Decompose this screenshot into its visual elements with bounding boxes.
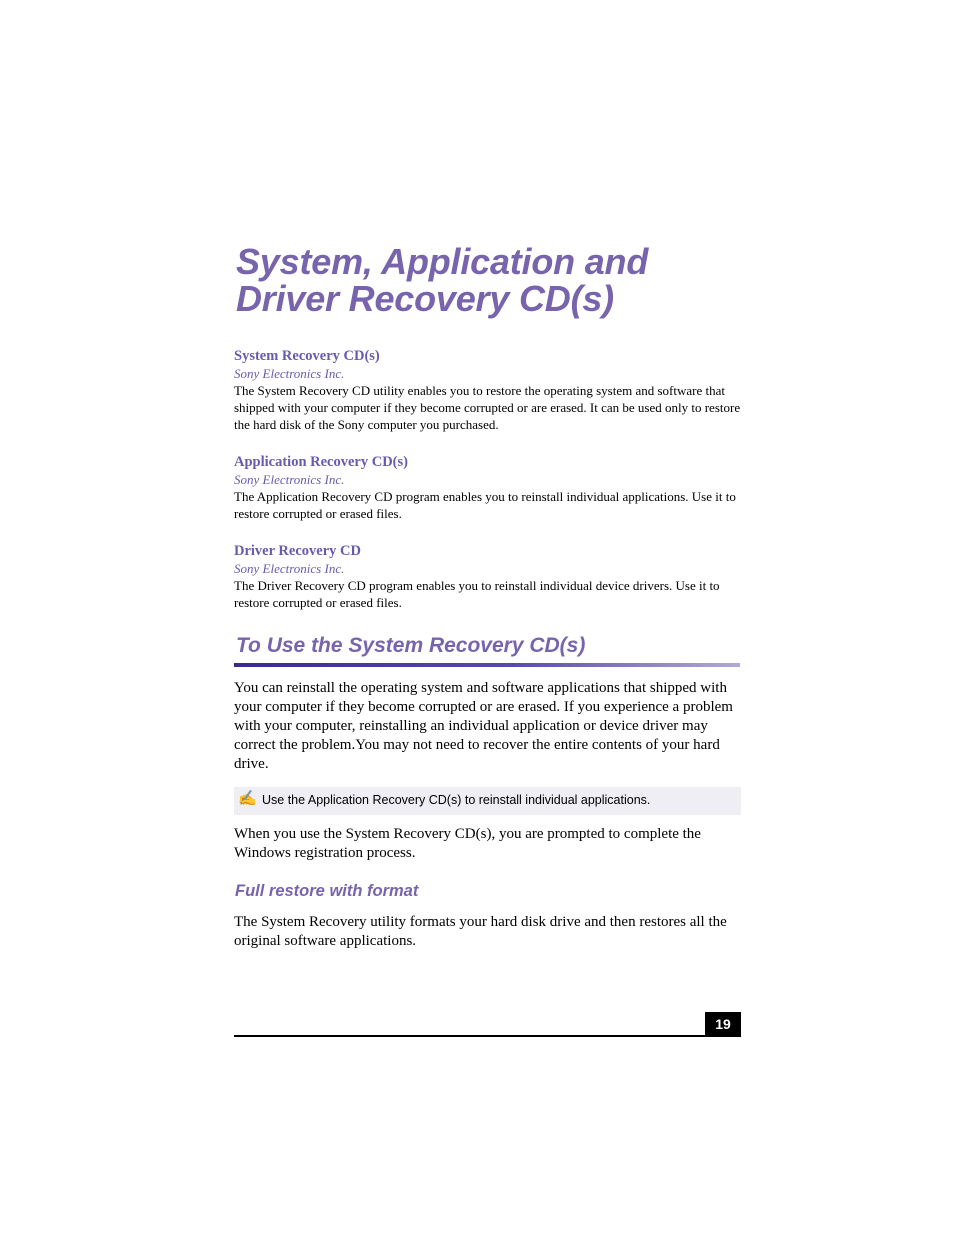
entry-description: The Application Recovery CD program enables you to reinstall individual applications. Use it to restore corrupted or erased files. — [234, 489, 736, 521]
entry-description: The System Recovery CD utility enables you to restore the operating system and software that shipped with your computer if they become corrupted or are erased. It can be used only to restore the hard disk of the Sony computer you purchased. — [234, 383, 741, 432]
entry-vendor: Sony Electronics Inc. — [234, 366, 345, 381]
page-title-line-2: Driver Recovery CD(s) — [236, 278, 614, 319]
entry-description: The Driver Recovery CD program enables you to reinstall individual device drivers. Use it to restore corrupted or erased files. — [234, 578, 720, 610]
note-pencil-icon: ✍ — [238, 791, 257, 807]
registration-paragraph: When you use the System Recovery CD(s), you are prompted to complete the Windows registration process. — [234, 826, 701, 861]
entry-vendor: Sony Electronics Inc. — [234, 561, 345, 576]
page-title — [236, 243, 796, 317]
page-title-line-1: System, Application and — [236, 241, 649, 282]
page-number: 19 — [705, 1012, 741, 1037]
software-entry-driver-recovery — [234, 542, 744, 611]
entry-title: System Recovery CD(s) — [234, 348, 380, 364]
footer-rule — [234, 1035, 741, 1037]
entry-vendor: Sony Electronics Inc. — [234, 472, 345, 487]
entry-title: Driver Recovery CD — [234, 543, 361, 559]
section-divider — [234, 663, 740, 667]
software-entry-application-recovery — [234, 453, 744, 522]
note-text: Use the Application Recovery CD(s) to reinstall individual applications. — [262, 793, 651, 807]
section-heading: To Use the System Recovery CD(s) — [236, 634, 586, 657]
full-restore-paragraph: The System Recovery utility formats your hard disk drive and then restores all the original software applications. — [234, 914, 727, 949]
subsection-heading: Full restore with format — [235, 882, 419, 900]
section-intro-paragraph: You can reinstall the operating system and software applications that shipped with your computer if they become corrupted or are erased. If you experience a problem with your computer, reinstalling an individual application or device driver may correct the problem.You may not need to recover the entire contents of your hard drive. — [234, 680, 733, 772]
software-entry-system-recovery — [234, 347, 744, 433]
note-box — [234, 787, 741, 815]
entry-title: Application Recovery CD(s) — [234, 454, 408, 470]
